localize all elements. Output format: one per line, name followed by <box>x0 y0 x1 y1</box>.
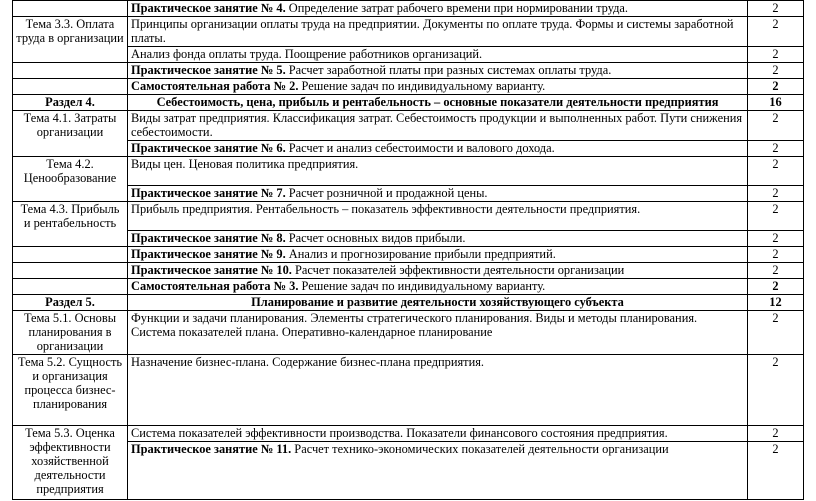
hours-cell: 2 <box>748 279 804 295</box>
content-cell: Виды цен. Ценовая политика предприятия. <box>128 157 748 186</box>
hours-cell: 2 <box>748 17 804 47</box>
content-cell <box>128 263 748 279</box>
content-cell <box>128 1 748 17</box>
content-cell: Назначение бизнес-плана. Содержание бизнес-плана предприятия. <box>128 355 748 426</box>
topic-cell <box>13 63 128 79</box>
content-cell <box>128 141 748 157</box>
content-text: Расчет заработной платы при разных системах оплаты труда. <box>285 63 612 77</box>
practical-label: Практическое занятие № 9. <box>131 247 286 261</box>
content-cell <box>128 79 748 95</box>
topic-cell <box>13 1 128 17</box>
content-text: Расчет показателей эффективности деятельности организации <box>291 263 625 277</box>
curriculum-table <box>12 0 804 500</box>
topic-cell: Тема 4.3. Прибыль и рентабельность <box>13 202 128 247</box>
self-work-label: Самостоятельная работа № 2. <box>131 79 299 93</box>
section-title: Планирование и развитие деятельности хозяйствующего субъекта <box>128 295 748 311</box>
table-row <box>13 202 804 231</box>
hours-cell: 2 <box>748 79 804 95</box>
topic-cell <box>13 279 128 295</box>
content-text: Определение затрат рабочего времени при нормировании труда. <box>285 1 629 15</box>
section-number: Раздел 4. <box>13 95 128 111</box>
topic-cell <box>13 247 128 263</box>
section-hours: 16 <box>748 95 804 111</box>
content-text: Расчет и анализ себестоимости и валового дохода. <box>285 141 555 155</box>
hours-cell: 2 <box>748 111 804 141</box>
topic-cell: Тема 5.2. Сущность и организация процесса бизнес-планирования <box>13 355 128 426</box>
hours-cell: 2 <box>748 311 804 355</box>
topic-cell: Тема 5.3. Оценка эффективности хозяйственной деятельности предприятия <box>13 426 128 500</box>
table-row <box>13 263 804 279</box>
content-cell <box>128 63 748 79</box>
hours-cell: 2 <box>748 202 804 231</box>
content-cell: Функции и задачи планирования. Элементы стратегического планирования. Виды и методы планирования. Система показателей плана. Оперативно-календарное планирование <box>128 311 748 355</box>
table-row <box>13 17 804 47</box>
content-cell: Виды затрат предприятия. Классификация затрат. Себестоимость продукции и выполненных работ. Пути снижения себестоимости. <box>128 111 748 141</box>
hours-cell: 2 <box>748 231 804 247</box>
content-text: Решение задач по индивидуальному варианту. <box>298 279 546 293</box>
content-text: Решение задач по индивидуальному варианту. <box>298 79 546 93</box>
section-hours: 12 <box>748 295 804 311</box>
section-title: Себестоимость, цена, прибыль и рентабельность – основные показатели деятельности предприятия <box>128 95 748 111</box>
content-text: Анализ и прогнозирование прибыли предприятий. <box>285 247 556 261</box>
topic-cell: Тема 5.1. Основы планирования в организации <box>13 311 128 355</box>
table-row <box>13 186 804 202</box>
hours-cell: 2 <box>748 442 804 500</box>
hours-cell: 2 <box>748 426 804 442</box>
practical-label: Практическое занятие № 6. <box>131 141 286 155</box>
table-row <box>13 311 804 355</box>
table-row <box>13 231 804 247</box>
table-row <box>13 247 804 263</box>
topic-cell <box>13 263 128 279</box>
practical-label: Практическое занятие № 7. <box>131 186 286 200</box>
topic-cell: Тема 4.2. Ценообразование <box>13 157 128 202</box>
section-row <box>13 95 804 111</box>
table-row <box>13 1 804 17</box>
table-row <box>13 141 804 157</box>
content-cell: Прибыль предприятия. Рентабельность – показатель эффективности деятельности предприятия. <box>128 202 748 231</box>
hours-cell: 2 <box>748 1 804 17</box>
content-cell <box>128 186 748 202</box>
practical-label: Практическое занятие № 5. <box>131 63 286 77</box>
practical-label: Практическое занятие № 10. <box>131 263 292 277</box>
hours-cell: 2 <box>748 157 804 186</box>
topic-cell: Тема 3.3. Оплата труда в организации <box>13 17 128 63</box>
table-row <box>13 426 804 442</box>
content-text: Расчет розничной и продажной цены. <box>285 186 488 200</box>
content-cell <box>128 279 748 295</box>
hours-cell: 2 <box>748 186 804 202</box>
content-cell: Система показателей эффективности производства. Показатели финансового состояния предприятия. <box>128 426 748 442</box>
practical-label: Практическое занятие № 11. <box>131 442 292 456</box>
content-cell <box>128 247 748 263</box>
content-text: Расчет основных видов прибыли. <box>285 231 466 245</box>
hours-cell: 2 <box>748 247 804 263</box>
content-text: Расчет технико-экономических показателей деятельности организации <box>291 442 669 456</box>
table-row <box>13 63 804 79</box>
topic-cell <box>13 79 128 95</box>
practical-label: Практическое занятие № 8. <box>131 231 286 245</box>
content-cell: Анализ фонда оплаты труда. Поощрение работников организаций. <box>128 47 748 63</box>
self-work-label: Самостоятельная работа № 3. <box>131 279 299 293</box>
section-row <box>13 295 804 311</box>
content-cell <box>128 231 748 247</box>
hours-cell: 2 <box>748 47 804 63</box>
hours-cell: 2 <box>748 141 804 157</box>
table-row <box>13 111 804 141</box>
content-cell: Принципы организации оплаты труда на предприятии. Документы по оплате труда. Формы и системы заработной платы. <box>128 17 748 47</box>
table-row <box>13 47 804 63</box>
topic-cell: Тема 4.1. Затраты организации <box>13 111 128 157</box>
hours-cell: 2 <box>748 355 804 426</box>
table-row <box>13 157 804 186</box>
section-number: Раздел 5. <box>13 295 128 311</box>
hours-cell: 2 <box>748 63 804 79</box>
hours-cell: 2 <box>748 263 804 279</box>
table-row <box>13 279 804 295</box>
table-row <box>13 79 804 95</box>
content-cell <box>128 442 748 500</box>
table-row <box>13 442 804 500</box>
table-row <box>13 355 804 426</box>
practical-label: Практическое занятие № 4. <box>131 1 286 15</box>
